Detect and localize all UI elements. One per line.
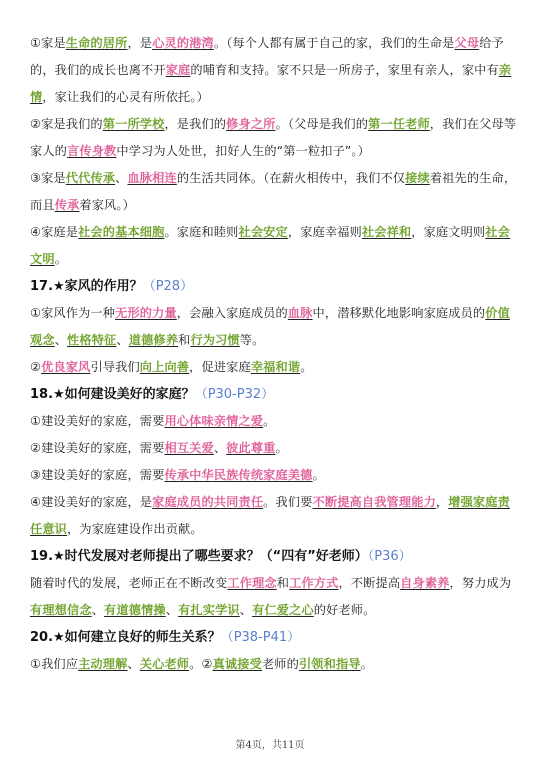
body-text: 、	[91, 603, 105, 617]
body-text: 、	[127, 657, 140, 671]
body-text: 中学习为人处世，扣好人生的“第一粒扣子”。）	[116, 144, 370, 158]
body-text: ①家是	[30, 36, 66, 50]
key-term-pink: 无形的力量	[115, 306, 177, 320]
key-term-pink: 血脉	[287, 306, 313, 320]
page-reference: （P30-P32）	[194, 387, 275, 402]
body-text: 给予的，我们的成长也离不开	[30, 36, 504, 77]
key-term-green: 生命的居所	[65, 36, 128, 50]
key-term-pink: 自身素养	[400, 576, 450, 590]
body-text: 的生活共同体。（在薪火相传中，我们不仅	[176, 171, 406, 185]
body-text: 随着时代的发展，老师正在不断改变	[30, 576, 228, 590]
key-term-pink: 不断提高自我管理能力	[312, 495, 436, 509]
question-text: 18.★如何建设美好的家庭？	[30, 387, 195, 402]
key-term-pink: 彼此尊重	[226, 441, 276, 455]
para-home-definition	[30, 30, 522, 111]
body-text: 。家庭和睦则	[164, 225, 239, 239]
question-20	[30, 624, 522, 651]
key-term-green: 真诚接受	[212, 657, 262, 671]
key-term-green: 引领和指导	[298, 657, 361, 671]
key-term-green: 代代传承	[65, 171, 116, 185]
body-text: ，会融入家庭成员的	[176, 306, 288, 320]
key-term-pink: 相互关爱	[164, 441, 214, 455]
key-term-green: 主动理解	[78, 657, 128, 671]
body-text: ②	[30, 360, 42, 374]
key-term-pink: 言传身教	[67, 144, 117, 158]
question-text: 17.★家风的作用？	[30, 279, 143, 294]
body-text: 的好老师。	[313, 603, 376, 617]
key-term-pink: 优良家风	[41, 360, 91, 374]
question-18	[30, 381, 522, 408]
key-term-green: 社会祥和	[361, 225, 412, 239]
page-reference: （P38-P41）	[220, 630, 301, 645]
body-text: 中，潜移默化地影响家庭成员的	[312, 306, 486, 320]
body-text: ④建设美好的家庭，是	[30, 495, 153, 509]
body-text: 。②	[189, 657, 213, 671]
key-term-green: 行为习惯	[190, 333, 240, 347]
body-text: 。	[263, 414, 276, 428]
question-19	[30, 543, 522, 570]
body-text: 老师的	[261, 657, 299, 671]
question-17	[30, 273, 522, 300]
body-text: 、	[116, 333, 129, 347]
body-text: ①家风作为一种	[30, 306, 116, 320]
key-term-green: 幸福和谐	[250, 360, 301, 374]
para-family-tradition-role	[30, 300, 522, 354]
page-reference: （P28）	[142, 279, 194, 294]
body-text: ④家庭是	[30, 225, 79, 239]
body-text: ，我们在父母等家人的	[30, 117, 517, 158]
key-term-green: 社会安定	[238, 225, 288, 239]
body-text: 、	[213, 441, 227, 455]
key-term-pink: 心灵的港湾	[152, 36, 214, 50]
key-term-green: 有扎实学识	[178, 603, 240, 617]
key-term-pink: 血脉相连	[127, 171, 177, 185]
body-text: 、	[115, 171, 128, 185]
key-term-pink: 修身之所	[226, 117, 276, 131]
page-reference: （P36）	[367, 549, 412, 564]
key-term-green: 价值观念	[30, 306, 510, 347]
body-text: 。	[360, 657, 373, 671]
para-build-family-3	[30, 462, 522, 489]
body-text: ③建设美好的家庭，需要	[30, 468, 165, 482]
body-text: 、	[54, 333, 68, 347]
body-text: 和	[178, 333, 191, 347]
body-text: 和	[276, 576, 290, 590]
key-term-green: 道德修养	[128, 333, 179, 347]
key-term-pink: 工作方式	[289, 576, 339, 590]
key-term-green: 社会文明	[30, 225, 510, 266]
para-home-first-school	[30, 111, 522, 165]
para-build-family-4	[30, 489, 522, 543]
key-term-pink: 传承中华民族传统家庭美德	[164, 468, 313, 482]
para-good-tradition	[30, 354, 522, 381]
key-term-pink: 家庭	[165, 63, 191, 77]
key-term-green: 亲情	[30, 63, 512, 104]
body-text: 的哺育和支持。家不只是一所房子，家里有亲人，家中有	[190, 63, 499, 77]
key-term-green: 有仁爱之心	[252, 603, 314, 617]
body-text: 。	[312, 468, 325, 482]
body-text: ，家庭文明则	[411, 225, 486, 239]
key-term-pink: 工作理念	[227, 576, 277, 590]
document-content	[30, 30, 522, 678]
body-text: ，为家庭建设作出贡献。	[67, 522, 203, 536]
body-text: ③家是	[30, 171, 66, 185]
body-text: 着祖先的生命，而且	[30, 171, 517, 212]
key-term-green: 向上向善	[139, 360, 190, 374]
key-term-green: 增强家庭责任意识	[30, 495, 510, 536]
para-home-cell	[30, 219, 522, 273]
para-build-family-1	[30, 408, 522, 435]
body-text: 。我们要	[263, 495, 313, 509]
para-home-community	[30, 165, 522, 219]
key-term-green: 社会的基本细胞	[78, 225, 165, 239]
question-text: 19.★时代发展对老师提出了哪些要求？（“四有”好老师）	[30, 549, 368, 564]
key-term-green: 性格特征	[67, 333, 117, 347]
key-term-green: 第一所学校	[102, 117, 165, 131]
body-text: 。	[275, 441, 288, 455]
key-term-pink: 传承	[54, 198, 80, 212]
para-teacher-requirements	[30, 570, 522, 624]
key-term-green: 接续	[405, 171, 430, 185]
body-text: ，努力成为	[449, 576, 512, 590]
body-text: ②建设美好的家庭，需要	[30, 441, 165, 455]
key-term-pink: 用心体味亲情之爱	[164, 414, 264, 428]
key-term-green: 第一任老师	[368, 117, 430, 131]
body-text: ，不断提高	[338, 576, 401, 590]
para-teacher-student	[30, 651, 522, 678]
key-term-green: 有理想信念	[30, 603, 92, 617]
body-text: 等。	[239, 333, 265, 347]
question-text: 20.★如何建立良好的师生关系？	[30, 630, 221, 645]
para-build-family-2	[30, 435, 522, 462]
body-text: ①建设美好的家庭，需要	[30, 414, 165, 428]
key-term-green: 关心老师	[139, 657, 190, 671]
body-text: 。	[300, 360, 313, 374]
body-text: ①我们应	[30, 657, 79, 671]
body-text: 、	[239, 603, 253, 617]
body-text: 、	[165, 603, 179, 617]
body-text: ，促进家庭	[189, 360, 251, 374]
body-text: 。（父母是我们的	[275, 117, 369, 131]
body-text: 。（每个人都有属于自己的家，我们的生命是	[213, 36, 455, 50]
body-text: ②家是我们的	[30, 117, 103, 131]
body-text: 。	[54, 252, 68, 266]
body-text: ，家庭幸福则	[287, 225, 362, 239]
page-footer: 第4页，共11页	[235, 740, 305, 751]
body-text: ，是我们的	[164, 117, 227, 131]
body-text: ，	[435, 495, 449, 509]
body-text: ，家让我们的心灵有所依托。）	[42, 90, 209, 104]
body-text: ，是	[127, 36, 153, 50]
key-term-pink: 父母	[454, 36, 480, 50]
body-text: 着家风。）	[79, 198, 135, 212]
key-term-pink: 家庭成员的共同责任	[152, 495, 264, 509]
key-term-green: 有道德情操	[104, 603, 166, 617]
body-text: 引导我们	[90, 360, 140, 374]
